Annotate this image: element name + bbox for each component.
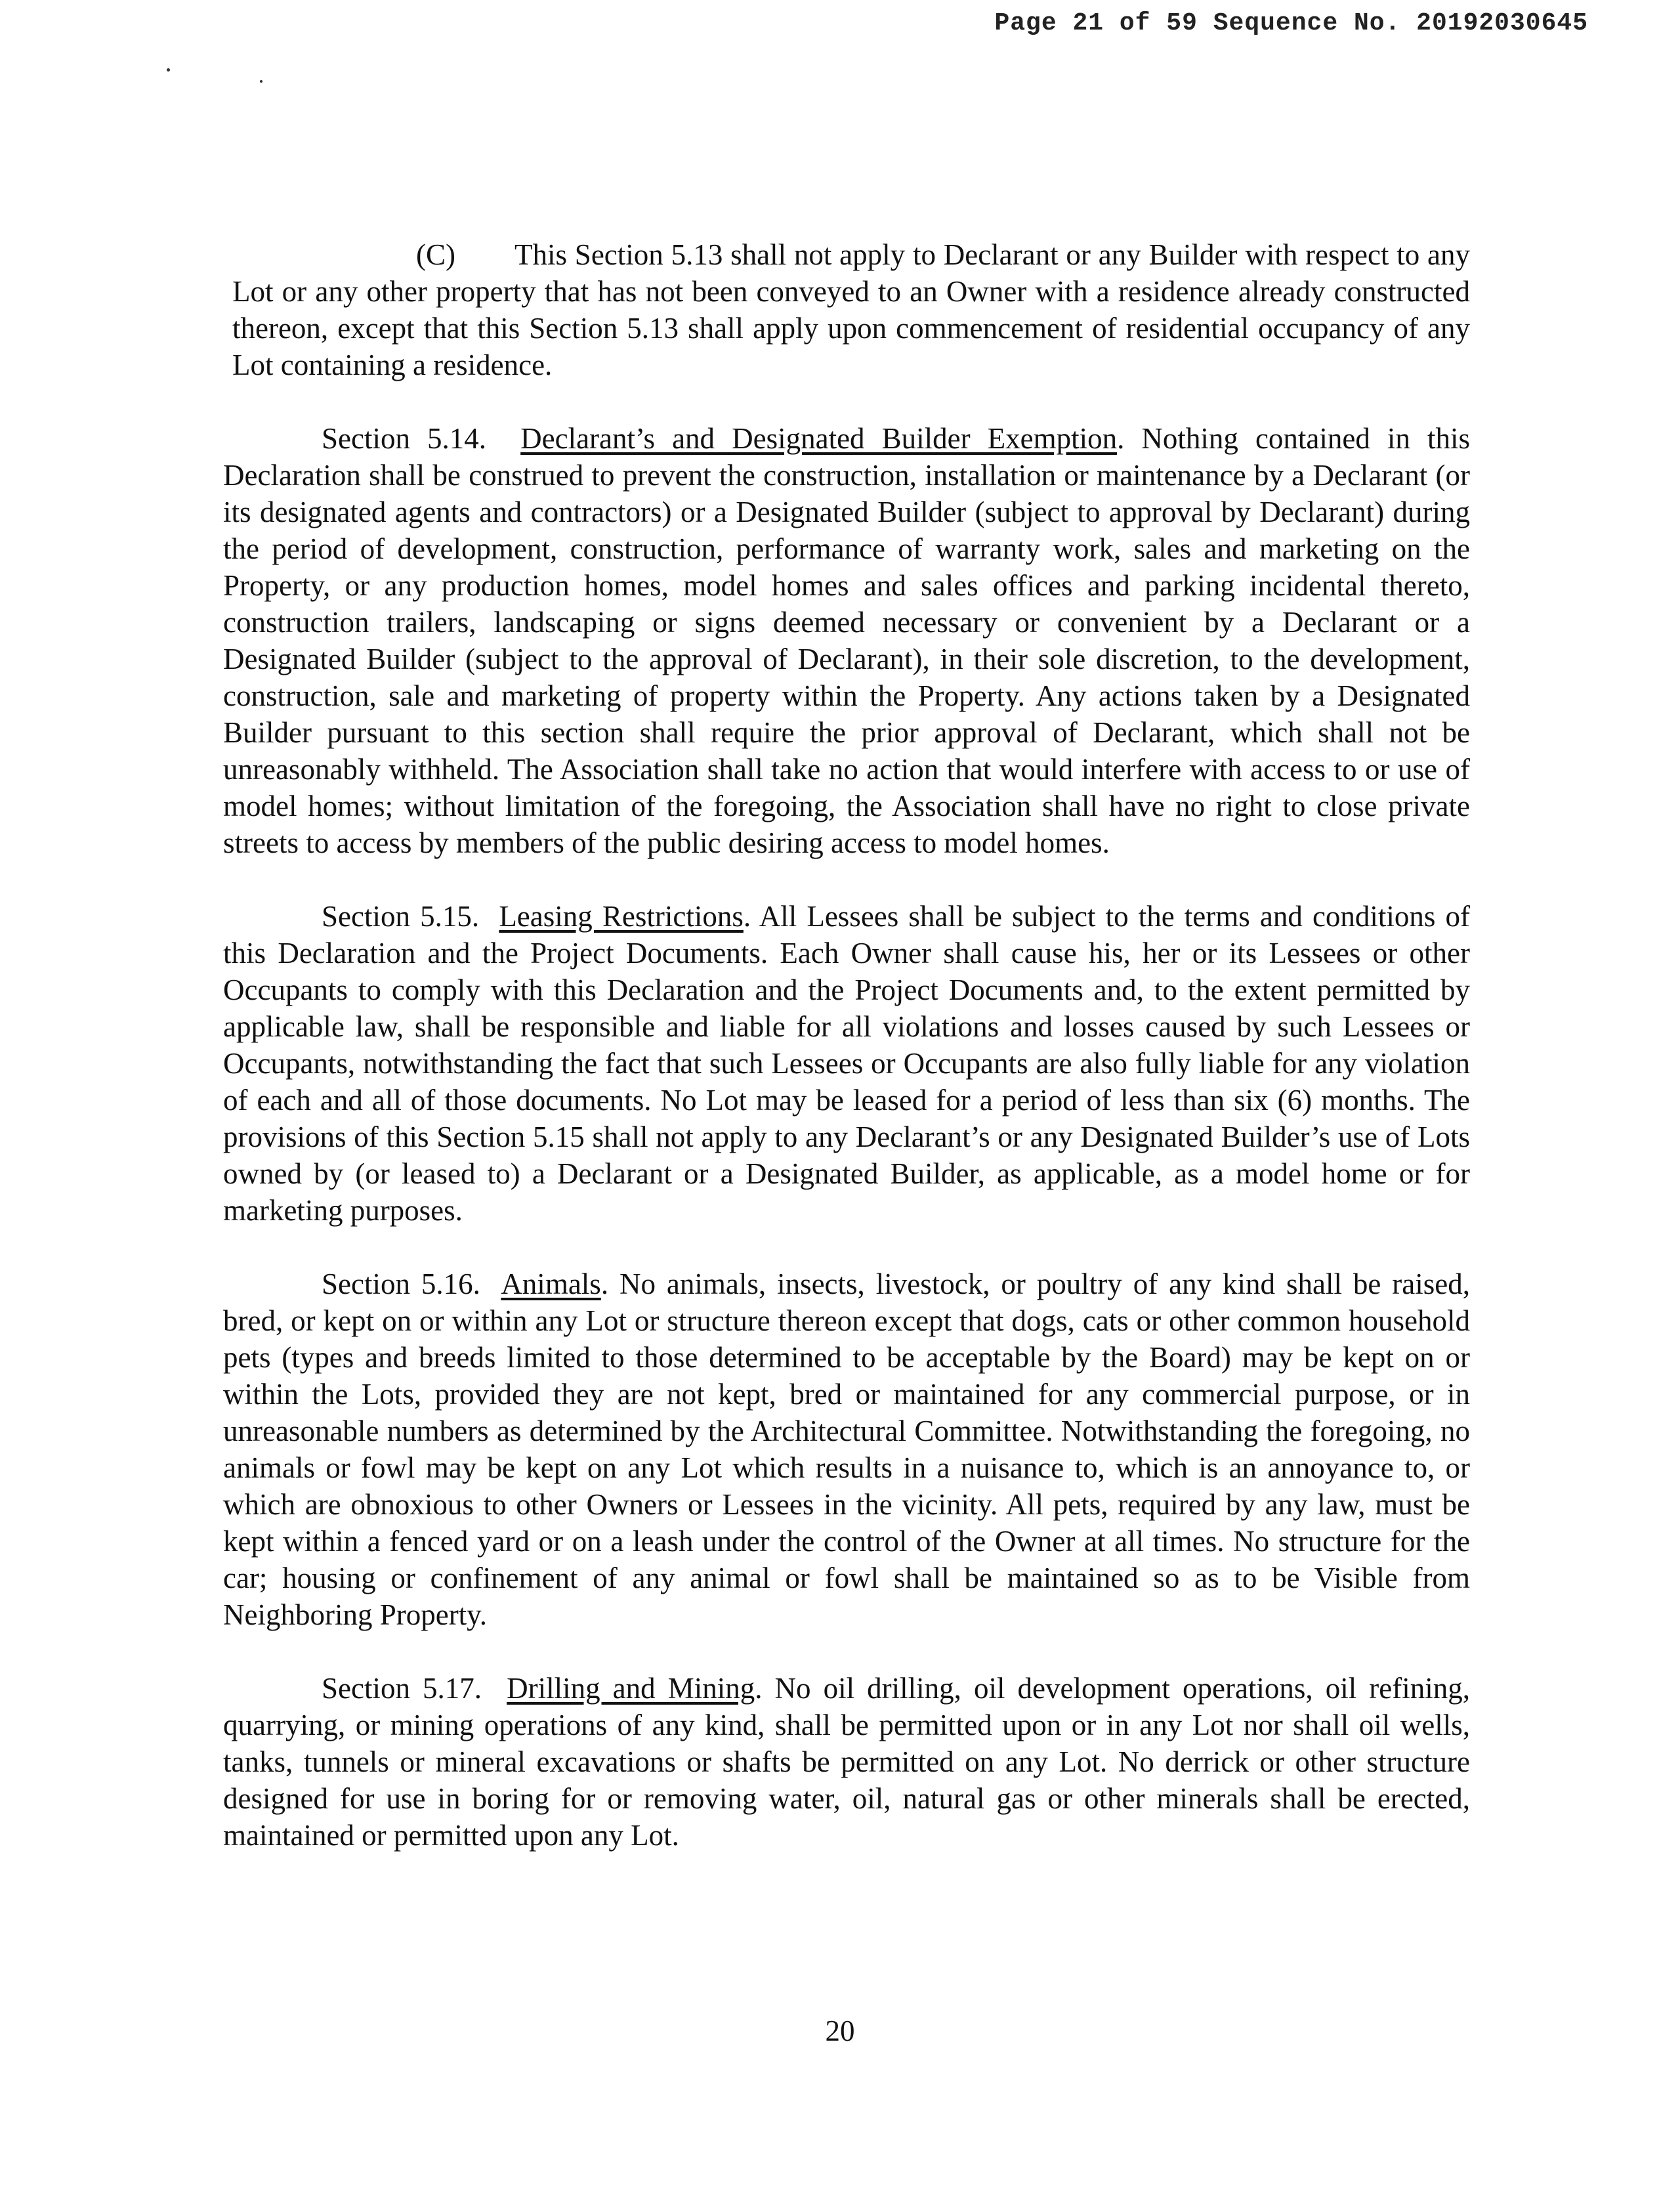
section-5-17 [223, 1670, 1470, 1854]
section-5-17-text: . No oil drilling, oil development operations, oil refining, quarrying, or mining operations of any kind, shall be permitted upon or in any Lot nor shall oil wells, tanks, tunnels or mineral excavations or shafts be permitted on any Lot. No derrick or other structure designed for use in boring for or removing water, oil, natural gas or other minerals shall be erected, maintained or permitted upon any Lot. [223, 1672, 1470, 1852]
section-5-17-heading: Drilling and Mining [507, 1672, 755, 1705]
paragraph-c-text: This Section 5.13 shall not apply to Declarant or any Builder with respect to any Lot or any other property that has not been conveyed to an Owner with a residence already constructed thereon, except that this Section 5.13 shall apply upon commencement of residential occupancy of any Lot containing a residence. [232, 238, 1470, 381]
scan-speck [260, 80, 262, 83]
section-5-16-heading: Animals [501, 1268, 601, 1300]
section-5-14 [223, 420, 1470, 861]
paragraph-c [223, 236, 1470, 383]
section-5-16 [223, 1266, 1470, 1633]
section-5-16-text: . No animals, insects, livestock, or poultry of any kind shall be raised, bred, or kept on or within any Lot or structure thereon except that dogs, cats or other common household pets (types and breeds limited to those determined to be acceptable by the Board) may be kept on or within the Lots, provided they are not kept, bred or maintained for any commercial purpose, or in unreasonable numbers as determined by the Architectural Committee. Notwithstanding the foregoing, no animals or fowl may be kept on any Lot which results in a nuisance to, which is an annoyance to, or which are obnoxious to other Owners or Lessees in the vicinity. All pets, required by any law, must be kept within a fenced yard or on a leash under the control of the Owner at all times. No structure for the car; housing or confinement of any animal or fowl shall be maintained so as to be Visible from Neighboring Property. [223, 1268, 1470, 1631]
section-5-17-number: Section 5.17. [322, 1672, 482, 1705]
scan-speck [167, 68, 170, 72]
page-number: 20 [825, 2014, 855, 2047]
section-5-15 [223, 898, 1470, 1229]
section-5-16-number: Section 5.16. [322, 1268, 480, 1300]
section-5-15-text: . All Lessees shall be subject to the terms and conditions of this Declaration and the Project Documents. Each Owner shall cause his, her or its Lessees or other Occupants to comply with this Declaration and the Project Documents and, to the extent permitted by applicable law, shall be responsible and liable for all violations and losses caused by such Lessees or Occupants, notwithstanding the fact that such Lessees or Occupants are also fully liable for any violation of each and all of those documents. No Lot may be leased for a period of less than six (6) months. The provisions of this Section 5.15 shall not apply to any Declarant’s or any Designated Builder’s use of Lots owned by (or leased to) a Declarant or a Designated Builder, as applicable, as a model home or for marketing purposes. [223, 900, 1471, 1227]
section-5-14-heading: Declarant’s and Designated Builder Exemption [520, 422, 1118, 455]
section-5-15-heading: Leasing Restrictions [499, 900, 744, 933]
section-5-14-number: Section 5.14. [322, 422, 487, 455]
document-body [223, 236, 1470, 1890]
section-5-14-text: . Nothing contained in this Declaration shall be construed to prevent the construction, installation or maintenance by a Declarant (or its designated agents and contractors) or a Designated Builder (subject to approval by Declarant) during the period of development, construction, performance of warranty work, sales and marketing on the Property, or any production homes, model homes and sales offices and parking incidental thereto, construction trailers, landscaping or signs deemed necessary or convenient by a Declarant or a Designated Builder (subject to the approval of Declarant), in their sole discretion, to the development, construction, sale and marketing of property within the Property. Any actions taken by a Designated Builder pursuant to this section shall require the prior approval of Declarant, which shall not be unreasonably withheld. The Association shall take no action that would interfere with access to or use of model homes; without limitation of the foregoing, the Association shall have no right to close private streets to access by members of the public desiring access to model homes. [223, 422, 1470, 859]
section-5-15-number: Section 5.15. [322, 900, 480, 933]
paragraph-c-label: (C) [416, 238, 455, 271]
page-header: Page 21 of 59 Sequence No. 20192030645 [994, 9, 1588, 37]
